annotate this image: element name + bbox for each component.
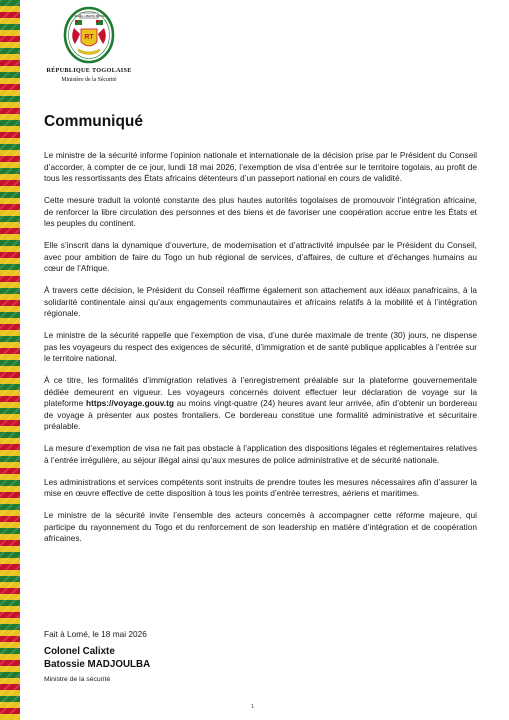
paragraph-5: Le ministre de la sécurité rappelle que l’exemption de visa, d’une durée maximale de trente (30) jours, ne dispense pas les voyageurs du respect des exigences de sécurité, d’immigration et de santé publique applicables à l’entrée sur le territoire national. <box>44 330 477 363</box>
seal-motto: TRAVAIL LIBERTÉ PATRIE <box>73 15 105 18</box>
voyage-platform-link[interactable]: https://voyage.gouv.tg <box>86 398 174 408</box>
ministry-name: Ministère de la Sécurité <box>61 77 117 83</box>
signature-block <box>44 629 344 683</box>
republic-name: RÉPUBLIQUE TOGOLAISE <box>46 67 132 74</box>
signatory-role: Ministre de la sécurité <box>44 676 111 683</box>
paragraph-6-text-after: au moins vingt-quatre (24) heures avant leur arrivée, afin d’obtenir un bordereau de voyage à présenter aux postes frontaliers. Ce bordereau constitue une formalité administrative et sécuritaire préalable. <box>44 398 477 431</box>
flag-color-border <box>0 0 20 720</box>
paragraph-7: La mesure d’exemption de visa ne fait pas obstacle à l’application des dispositions légales et réglementaires relatives à l’entrée irrégulière, au séjour illégal ainsi qu’aux mesures de police administrative et de sécurité nationale. <box>44 443 477 465</box>
page-title: Communiqué <box>44 113 144 130</box>
paragraph-9: Le ministre de la sécurité invite l’ensemble des acteurs concernés à accompagner cette réforme majeure, qui participe du rayonnement du Togo et du renforcement de son leadership en matière d’intégration et de coopération africaines. <box>44 510 477 543</box>
paragraph-6 <box>44 375 477 433</box>
paragraph-4: À travers cette décision, le Président du Conseil réaffirme également son attachement aux idéaux panafricains, à la solidarité continentale ainsi qu’aux engagements communautaires et africains relatifs à la mobilité et à l’intégration régionale. <box>44 285 477 318</box>
letterhead <box>34 6 144 83</box>
seal-monogram: RT <box>84 34 94 41</box>
paragraph-2: Cette mesure traduit la volonté constante des plus hautes autorités togolaises de promouvoir l’intégration africaine, de renforcer la libre circulation des personnes et des biens et de favoriser une coopération accrue entre les États et les peuples du continent. <box>44 195 477 228</box>
togo-coat-of-arms-icon <box>63 6 115 64</box>
page-number: 1 <box>251 704 255 710</box>
signatory-name-line1: Colonel Calixte <box>44 646 115 657</box>
communique-body <box>44 150 477 555</box>
signatory-name-line2: Batossie MADJOULBA <box>44 659 151 670</box>
paragraph-6-text-before: À ce titre, les formalités d’immigration relatives à l’enregistrement préalable sur la plateforme gouvernementale dédiée demeurent en vigueur. Les voyageurs concernés doivent effectuer leur déclaration de voyage sur la plateforme <box>44 375 477 408</box>
place-date: Fait à Lomé, le 18 mai 2026 <box>44 629 147 639</box>
paragraph-8: Les administrations et services compétents sont instruits de prendre toutes les mesures nécessaires afin d’assurer la mise en œuvre effective de cette disposition à tous les points d’entrée terrestres, aériens et maritimes. <box>44 476 477 498</box>
paragraph-3: Elle s’inscrit dans la dynamique d’ouverture, de modernisation et d’attractivité impulsée par le Président du Conseil, avec pour ambition de faire du Togo un hub régional de services, d’affaires, de culture et d’échanges humains au cœur de l’Afrique. <box>44 240 477 273</box>
paragraph-1: Le ministre de la sécurité informe l’opinion nationale et internationale de la décision prise par le Président du Conseil d’accorder, à compter de ce jour, lundi 18 mai 2026, l’exemption de visa d’entrée sur le territoire togolais, au profit de tous les ressortissants des États africains détenteurs d’un passeport national en cours de validité. <box>44 150 477 183</box>
